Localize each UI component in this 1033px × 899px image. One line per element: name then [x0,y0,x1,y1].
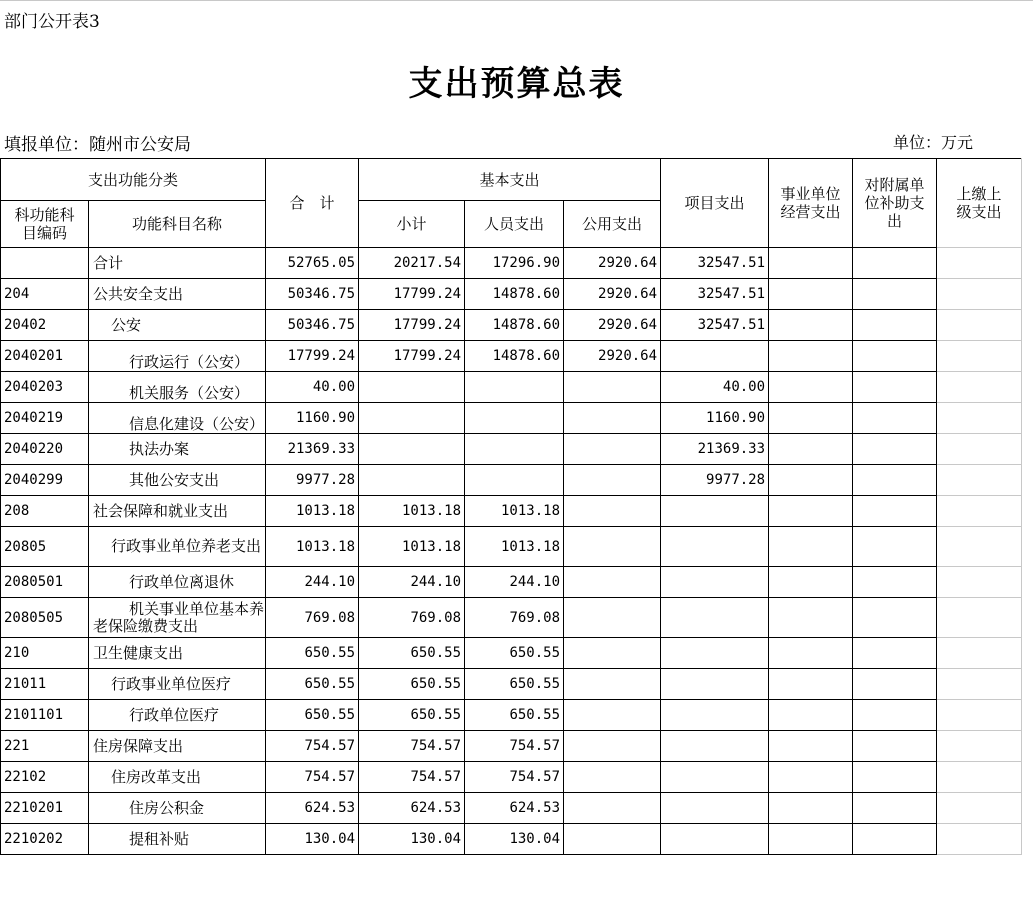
expenditure-budget-table [0,158,1022,855]
row-business [769,567,853,598]
row-subsidiary [853,248,937,279]
row-name: 公安 [89,310,266,341]
row-total: 1013.18 [266,496,359,527]
row-subsidiary [853,824,937,855]
row-business [769,762,853,793]
header-function-classification: 支出功能分类 [1,159,266,201]
table-row [1,465,1022,496]
row-total: 17799.24 [266,341,359,372]
row-public [564,527,661,567]
row-name: 住房公积金 [89,793,266,824]
table-row [1,793,1022,824]
row-subsidiary [853,465,937,496]
table-row [1,310,1022,341]
top-border [0,0,1033,1]
row-public [564,731,661,762]
row-subtotal: 17799.24 [359,310,465,341]
row-total: 754.57 [266,762,359,793]
row-subsidiary [853,700,937,731]
row-subtotal: 650.55 [359,669,465,700]
row-upper [937,403,1022,434]
table-row [1,669,1022,700]
row-public: 2920.64 [564,310,661,341]
table-row [1,341,1022,372]
row-total: 52765.05 [266,248,359,279]
row-personnel: 14878.60 [465,341,564,372]
row-business [769,465,853,496]
header-basic-expenditure: 基本支出 [359,159,661,201]
row-code: 2101101 [1,700,89,731]
row-subsidiary [853,403,937,434]
row-total: 624.53 [266,793,359,824]
row-business [769,310,853,341]
row-name: 行政事业单位医疗 [89,669,266,700]
row-total: 50346.75 [266,310,359,341]
row-public [564,638,661,669]
header-project-expenditure: 项目支出 [661,159,769,248]
row-subsidiary [853,762,937,793]
table-row [1,762,1022,793]
row-name: 执法办案 [89,434,266,465]
row-upper [937,310,1022,341]
header-business-expenditure: 事业单位经营支出 [769,159,853,248]
row-subsidiary [853,279,937,310]
row-code: 2080505 [1,598,89,638]
row-personnel [465,434,564,465]
row-personnel [465,372,564,403]
row-personnel [465,403,564,434]
row-subsidiary [853,341,937,372]
row-subsidiary [853,598,937,638]
row-code: 22102 [1,762,89,793]
row-personnel: 754.57 [465,762,564,793]
table-row [1,824,1022,855]
row-subtotal: 754.57 [359,762,465,793]
row-business [769,669,853,700]
row-public: 2920.64 [564,248,661,279]
row-subtotal: 769.08 [359,598,465,638]
row-public [564,567,661,598]
row-upper [937,598,1022,638]
row-project [661,638,769,669]
row-public [564,793,661,824]
row-code: 21011 [1,669,89,700]
row-upper [937,638,1022,669]
table-row [1,567,1022,598]
row-total: 650.55 [266,638,359,669]
table-row [1,496,1022,527]
row-subtotal: 1013.18 [359,527,465,567]
row-project [661,731,769,762]
row-business [769,527,853,567]
row-personnel: 130.04 [465,824,564,855]
table-row [1,372,1022,403]
row-personnel: 1013.18 [465,496,564,527]
row-subsidiary [853,669,937,700]
row-upper [937,372,1022,403]
row-name: 卫生健康支出 [89,638,266,669]
row-public [564,403,661,434]
row-subtotal [359,465,465,496]
row-personnel: 1013.18 [465,527,564,567]
page-title: 支出预算总表 [408,64,625,104]
row-project: 40.00 [661,372,769,403]
row-personnel: 14878.60 [465,310,564,341]
row-subsidiary [853,310,937,341]
row-name: 住房改革支出 [89,762,266,793]
row-code: 208 [1,496,89,527]
row-upper [937,341,1022,372]
row-project [661,669,769,700]
row-personnel: 244.10 [465,567,564,598]
table-row [1,700,1022,731]
row-total: 650.55 [266,700,359,731]
row-business [769,824,853,855]
row-subsidiary [853,731,937,762]
row-upper [937,434,1022,465]
row-upper [937,279,1022,310]
row-name: 住房保障支出 [89,731,266,762]
row-total: 769.08 [266,598,359,638]
row-upper [937,567,1022,598]
row-subtotal: 17799.24 [359,341,465,372]
row-subsidiary [853,567,937,598]
row-public [564,700,661,731]
row-project [661,527,769,567]
row-upper [937,496,1022,527]
row-name: 行政单位医疗 [89,700,266,731]
row-upper [937,669,1022,700]
row-subsidiary [853,496,937,527]
row-personnel: 650.55 [465,638,564,669]
row-business [769,731,853,762]
row-subtotal: 130.04 [359,824,465,855]
table-row [1,598,1022,638]
row-business [769,598,853,638]
row-subtotal: 650.55 [359,638,465,669]
header-name: 功能科目名称 [89,201,266,248]
row-project: 32547.51 [661,248,769,279]
table-row [1,434,1022,465]
row-subtotal [359,434,465,465]
header-total: 合 计 [266,159,359,248]
row-public [564,434,661,465]
row-project [661,341,769,372]
row-total: 1160.90 [266,403,359,434]
row-name: 行政事业单位养老支出 [89,527,266,567]
header-upper-expenditure: 上缴上级支出 [937,159,1022,248]
row-project: 21369.33 [661,434,769,465]
reporting-unit: 填报单位：随州市公安局 [4,135,191,155]
row-subsidiary [853,372,937,403]
row-code [1,248,89,279]
table-row [1,403,1022,434]
row-public [564,598,661,638]
row-total: 650.55 [266,669,359,700]
row-name: 机关服务（公安） [89,372,266,403]
row-business [769,341,853,372]
row-code: 221 [1,731,89,762]
row-business [769,434,853,465]
row-subtotal: 1013.18 [359,496,465,527]
form-id: 部门公开表3 [4,12,100,32]
row-business [769,496,853,527]
row-personnel: 650.55 [465,669,564,700]
row-public [564,762,661,793]
row-project [661,567,769,598]
row-public [564,465,661,496]
header-subsidiary-expenditure: 对附属单位补助支出 [853,159,937,248]
unit-label: 单位：万元 [893,133,974,152]
row-public [564,669,661,700]
header-public: 公用支出 [564,201,661,248]
row-project: 32547.51 [661,279,769,310]
row-subsidiary [853,434,937,465]
row-personnel: 769.08 [465,598,564,638]
row-subtotal [359,403,465,434]
row-public: 2920.64 [564,341,661,372]
row-total: 40.00 [266,372,359,403]
row-project [661,700,769,731]
table-row [1,279,1022,310]
row-subsidiary [853,793,937,824]
row-code: 2040219 [1,403,89,434]
row-code: 2040203 [1,372,89,403]
row-business [769,279,853,310]
row-business [769,700,853,731]
row-subsidiary [853,527,937,567]
row-upper [937,248,1022,279]
row-name: 社会保障和就业支出 [89,496,266,527]
table-row [1,638,1022,669]
row-total: 130.04 [266,824,359,855]
row-code: 2210202 [1,824,89,855]
row-code: 2210201 [1,793,89,824]
row-code: 2080501 [1,567,89,598]
row-personnel: 14878.60 [465,279,564,310]
row-personnel: 624.53 [465,793,564,824]
row-personnel: 650.55 [465,700,564,731]
row-project [661,496,769,527]
row-code: 210 [1,638,89,669]
row-code: 2040299 [1,465,89,496]
row-total: 754.57 [266,731,359,762]
row-project [661,824,769,855]
row-code: 2040201 [1,341,89,372]
row-code: 20402 [1,310,89,341]
row-project: 9977.28 [661,465,769,496]
header-code: 科功能科目编码 [1,201,89,248]
row-total: 244.10 [266,567,359,598]
row-name: 信息化建设（公安） [89,403,266,434]
row-upper [937,762,1022,793]
row-personnel: 754.57 [465,731,564,762]
row-subtotal: 624.53 [359,793,465,824]
row-name: 合计 [89,248,266,279]
row-subtotal: 17799.24 [359,279,465,310]
row-upper [937,700,1022,731]
row-project [661,762,769,793]
header-personnel: 人员支出 [465,201,564,248]
row-upper [937,824,1022,855]
row-public [564,496,661,527]
row-name: 提租补贴 [89,824,266,855]
table-row [1,731,1022,762]
row-business [769,372,853,403]
row-name: 公共安全支出 [89,279,266,310]
row-business [769,638,853,669]
row-upper [937,731,1022,762]
row-business [769,248,853,279]
row-project [661,598,769,638]
row-public [564,372,661,403]
row-project: 32547.51 [661,310,769,341]
row-name: 行政单位离退休 [89,567,266,598]
row-name: 行政运行（公安） [89,341,266,372]
row-code: 2040220 [1,434,89,465]
row-personnel [465,465,564,496]
row-code: 204 [1,279,89,310]
row-total: 9977.28 [266,465,359,496]
row-total: 50346.75 [266,279,359,310]
row-total: 21369.33 [266,434,359,465]
row-upper [937,527,1022,567]
row-code: 20805 [1,527,89,567]
table-row [1,248,1022,279]
row-public [564,824,661,855]
row-subtotal: 20217.54 [359,248,465,279]
row-name: 其他公安支出 [89,465,266,496]
row-total: 1013.18 [266,527,359,567]
row-project: 1160.90 [661,403,769,434]
row-business [769,793,853,824]
row-subtotal [359,372,465,403]
row-business [769,403,853,434]
table-row [1,527,1022,567]
row-name: 机关事业单位基本养老保险缴费支出 [89,598,266,638]
row-public: 2920.64 [564,279,661,310]
row-upper [937,793,1022,824]
row-personnel: 17296.90 [465,248,564,279]
row-upper [937,465,1022,496]
row-subtotal: 754.57 [359,731,465,762]
row-project [661,793,769,824]
row-subtotal: 650.55 [359,700,465,731]
row-subtotal: 244.10 [359,567,465,598]
row-subsidiary [853,638,937,669]
header-subtotal: 小计 [359,201,465,248]
